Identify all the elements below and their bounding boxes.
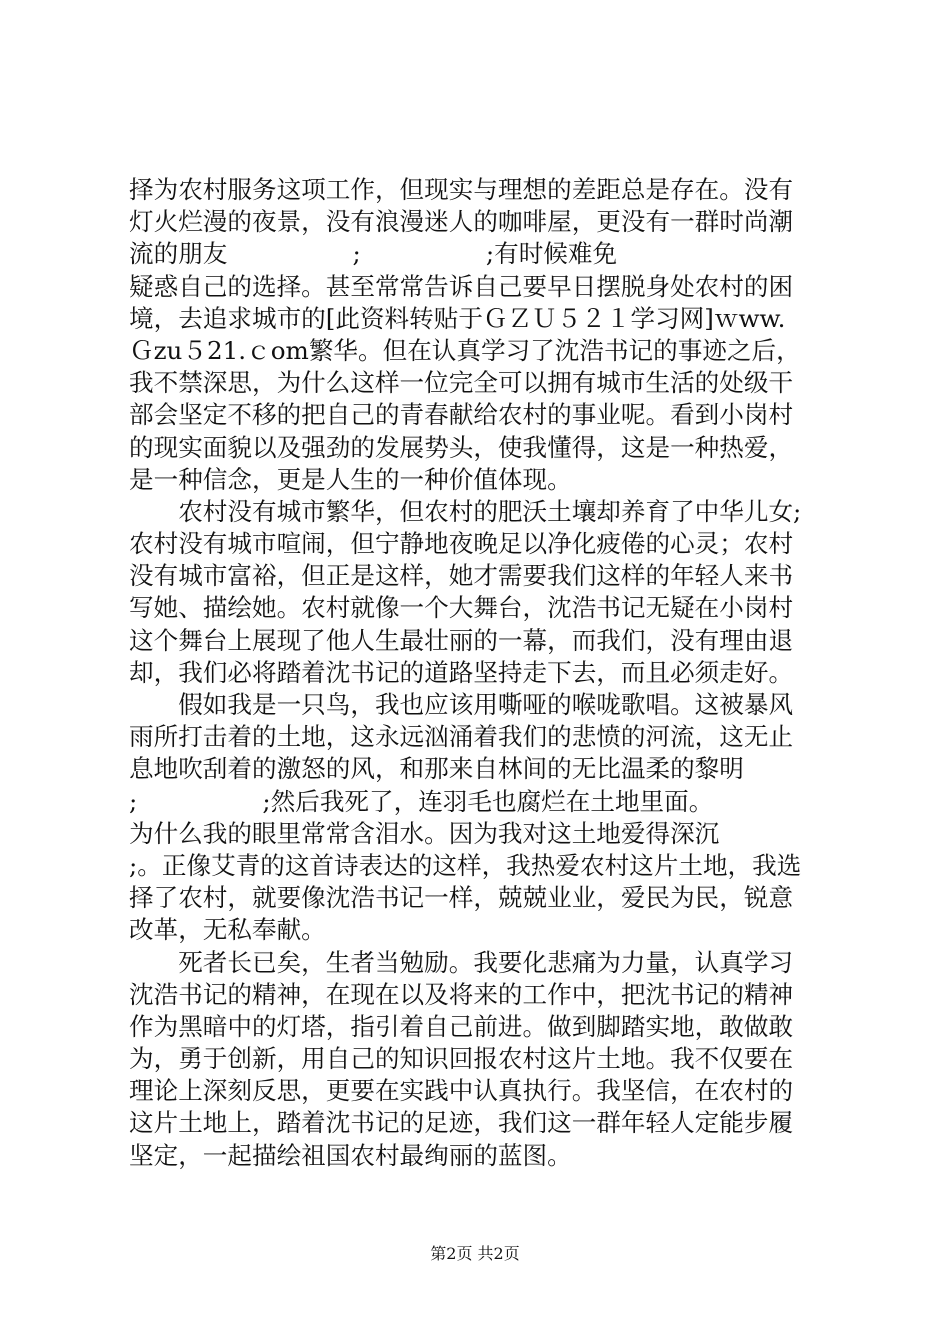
text-line: 改革，无私奉献。 — [129, 915, 326, 945]
text-line: ;。正像艾青的这首诗表达的这样，我热爱农村这片土地，我选 — [129, 850, 802, 880]
text-line: 这个舞台上展现了他人生最壮丽的一幕，而我们，没有理由退 — [129, 625, 794, 655]
text-line: 理论上深刻反思，更要在实践中认真执行。我坚信，在农村的 — [129, 1076, 794, 1106]
text-line: 流的朋友 ; ;有时候难免 — [129, 239, 618, 269]
text-line: Ｇzu５21.ｃom繁华。但在认真学习了沈浩书记的事迹之后， — [129, 335, 801, 365]
text-line: 农村没有城市繁华，但农村的肥沃土壤却养育了中华儿女; — [129, 496, 802, 526]
text-line: 死者长已矣，生者当勉励。我要化悲痛为力量，认真学习 — [129, 947, 794, 977]
text-line: 择为农村服务这项工作，但现实与理想的差距总是存在。没有 — [129, 175, 794, 204]
text-line: 灯火烂漫的夜景，没有浪漫迷人的咖啡屋，更没有一群时尚潮 — [129, 207, 794, 237]
text-line: 境，去追求城市的[此资料转贴于ＧＺＵ５２１学习网]ｗww. — [129, 303, 786, 333]
text-line: 为什么我的眼里常常含泪水。因为我对这土地爱得深沉 — [129, 818, 720, 848]
text-line: 为，勇于创新，用自己的知识回报农村这片土地。我不仅要在 — [129, 1044, 794, 1074]
text-line: 作为黑暗中的灯塔，指引着自己前进。做到脚踏实地，敢做敢 — [129, 1011, 794, 1041]
text-line: 却，我们必将踏着沈书记的道路坚持走下去，而且必须走好。 — [129, 657, 794, 687]
text-line: 疑惑自己的选择。甚至常常告诉自己要早日摆脱身处农村的困 — [129, 271, 794, 301]
page-footer — [0, 1244, 950, 1264]
page-number-label: 第2页 共2页 — [430, 1244, 520, 1263]
text-line: 部会坚定不移的把自己的青春献给农村的事业呢。看到小岗村 — [129, 400, 794, 430]
text-line: 沈浩书记的精神，在现在以及将来的工作中，把沈书记的精神 — [129, 979, 794, 1009]
text-line: 这片土地上，踏着沈书记的足迹，我们这一群年轻人定能步履 — [129, 1108, 794, 1138]
text-line: ; ;然后我死了，连羽毛也腐烂在土地里面。 — [129, 786, 714, 816]
text-line: 没有城市富裕，但正是这样，她才需要我们这样的年轻人来书 — [129, 561, 794, 591]
text-line: 雨所打击着的土地，这永远汹涌着我们的悲愤的河流，这无止 — [129, 722, 794, 752]
text-line: 农村没有城市喧闹，但宁静地夜晚足以净化疲倦的心灵；农村 — [129, 529, 794, 559]
text-line: 息地吹刮着的激怒的风，和那来自林间的无比温柔的黎明 — [129, 754, 744, 784]
body-text — [129, 174, 829, 1172]
text-line: 择了农村，就要像沈浩书记一样，兢兢业业，爱民为民，锐意 — [129, 883, 794, 913]
text-line: 是一种信念，更是人生的一种价值体现。 — [129, 464, 572, 494]
text-line: 坚定，一起描绘祖国农村最绚丽的蓝图。 — [129, 1140, 572, 1170]
text-line: 的现实面貌以及强劲的发展势头，使我懂得，这是一种热爱， — [129, 432, 794, 462]
text-line: 假如我是一只鸟，我也应该用嘶哑的喉咙歌唱。这被暴风 — [129, 690, 794, 719]
text-line: 写她、描绘她。农村就像一个大舞台，沈浩书记无疑在小岗村 — [129, 593, 794, 623]
text-line: 我不禁深思，为什么这样一位完全可以拥有城市生活的处级干 — [129, 368, 794, 398]
